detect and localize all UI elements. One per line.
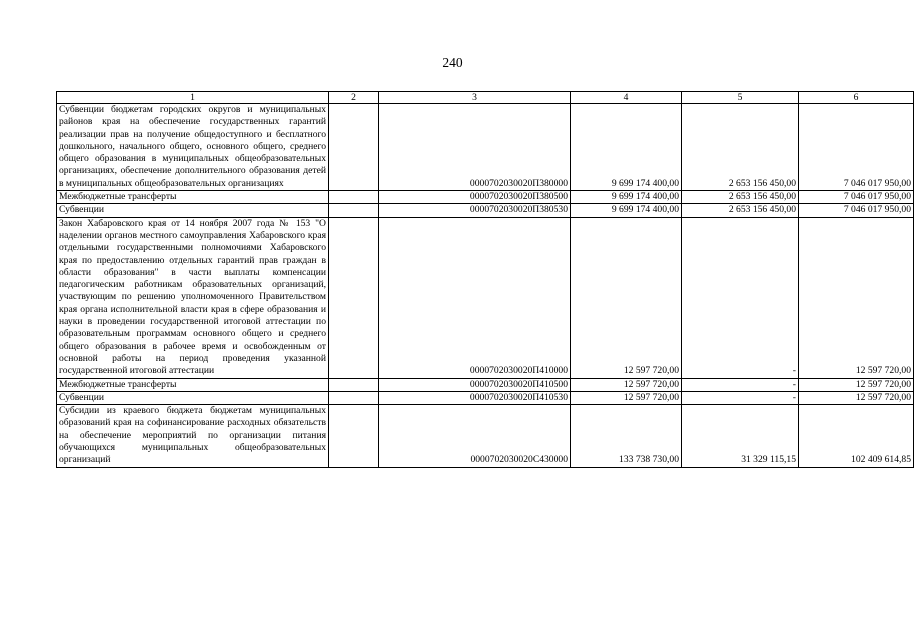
column-header: 6 bbox=[799, 92, 914, 104]
table-row bbox=[57, 204, 914, 217]
row-value-5: 2 653 156 450,00 bbox=[682, 191, 799, 204]
row-value-6: 102 409 614,85 bbox=[799, 405, 914, 467]
row-value-5: - bbox=[682, 217, 799, 378]
budget-table bbox=[56, 91, 914, 468]
row-value-6: 12 597 720,00 bbox=[799, 217, 914, 378]
row-value-4: 12 597 720,00 bbox=[571, 391, 682, 404]
row-value-5: 2 653 156 450,00 bbox=[682, 204, 799, 217]
row-col2 bbox=[329, 104, 379, 191]
row-code: 0000702030020П380530 bbox=[379, 204, 571, 217]
row-value-6: 12 597 720,00 bbox=[799, 378, 914, 391]
row-col2 bbox=[329, 378, 379, 391]
column-header: 5 bbox=[682, 92, 799, 104]
table-row bbox=[57, 378, 914, 391]
row-col2 bbox=[329, 191, 379, 204]
row-value-6: 7 046 017 950,00 bbox=[799, 191, 914, 204]
row-code: 0000702030020П410500 bbox=[379, 378, 571, 391]
table-row bbox=[57, 391, 914, 404]
row-code: 0000702030020С430000 bbox=[379, 405, 571, 467]
row-value-5: 31 329 115,15 bbox=[682, 405, 799, 467]
row-col2 bbox=[329, 405, 379, 467]
row-col2 bbox=[329, 204, 379, 217]
row-value-4: 12 597 720,00 bbox=[571, 378, 682, 391]
row-code: 0000702030020П410000 bbox=[379, 217, 571, 378]
row-value-5: 2 653 156 450,00 bbox=[682, 104, 799, 191]
row-value-4: 12 597 720,00 bbox=[571, 217, 682, 378]
row-code: 0000702030020П380000 bbox=[379, 104, 571, 191]
table-row bbox=[57, 104, 914, 191]
row-value-6: 7 046 017 950,00 bbox=[799, 104, 914, 191]
column-header: 3 bbox=[379, 92, 571, 104]
row-value-4: 9 699 174 400,00 bbox=[571, 104, 682, 191]
row-value-5: - bbox=[682, 391, 799, 404]
row-value-6: 7 046 017 950,00 bbox=[799, 204, 914, 217]
row-name: Закон Хабаровского края от 14 ноября 2007 года № 153 "О наделении органов местного самоуправления Хабаровского края отдельными государственными полномочиями Хабаровского края по предоставлению отдельных гарантий прав граждан в области образования" в части выплаты компенсации педагогическим работникам образовательных организаций, участвующим по решению уполномоченного Правительством края органа исполнительной власти края в сфере образования и науки в проведении государственной итоговой аттестации по образовательным программам основного общего и среднего общего образования в рабочее время и освобожденным от основной работы на период проведения указанной государственной итоговой аттестации bbox=[57, 217, 329, 378]
row-name: Субвенции бюджетам городских округов и муниципальных районов края на обеспечение государственных гарантий реализации прав на получение общедоступного и бесплатного дошкольного, начального общего, основного общего, среднего общего образования в муниципальных общеобразовательных организациях, обеспечение дополнительного образования детей в муниципальных общеобразовательных организациях bbox=[57, 104, 329, 191]
row-value-5: - bbox=[682, 378, 799, 391]
column-header: 2 bbox=[329, 92, 379, 104]
table-row bbox=[57, 405, 914, 467]
row-name: Субвенции bbox=[57, 204, 329, 217]
row-name: Субсидии из краевого бюджета бюджетам муниципальных образований края на софинансирование расходных обязательств на обеспечение мероприятий по организации питания обучающихся муниципальных общеобразовательных организаций bbox=[57, 405, 329, 467]
row-value-4: 9 699 174 400,00 bbox=[571, 204, 682, 217]
row-value-4: 9 699 174 400,00 bbox=[571, 191, 682, 204]
row-value-6: 12 597 720,00 bbox=[799, 391, 914, 404]
row-col2 bbox=[329, 217, 379, 378]
page-number: 240 bbox=[442, 55, 463, 70]
table-row bbox=[57, 191, 914, 204]
row-value-4: 133 738 730,00 bbox=[571, 405, 682, 467]
row-col2 bbox=[329, 391, 379, 404]
row-code: 0000702030020П410530 bbox=[379, 391, 571, 404]
row-name: Субвенции bbox=[57, 391, 329, 404]
row-name: Межбюджетные трансферты bbox=[57, 378, 329, 391]
row-name: Межбюджетные трансферты bbox=[57, 191, 329, 204]
column-header: 4 bbox=[571, 92, 682, 104]
row-code: 0000702030020П380500 bbox=[379, 191, 571, 204]
table-row bbox=[57, 217, 914, 378]
column-header: 1 bbox=[57, 92, 329, 104]
table-header-row bbox=[57, 92, 914, 104]
